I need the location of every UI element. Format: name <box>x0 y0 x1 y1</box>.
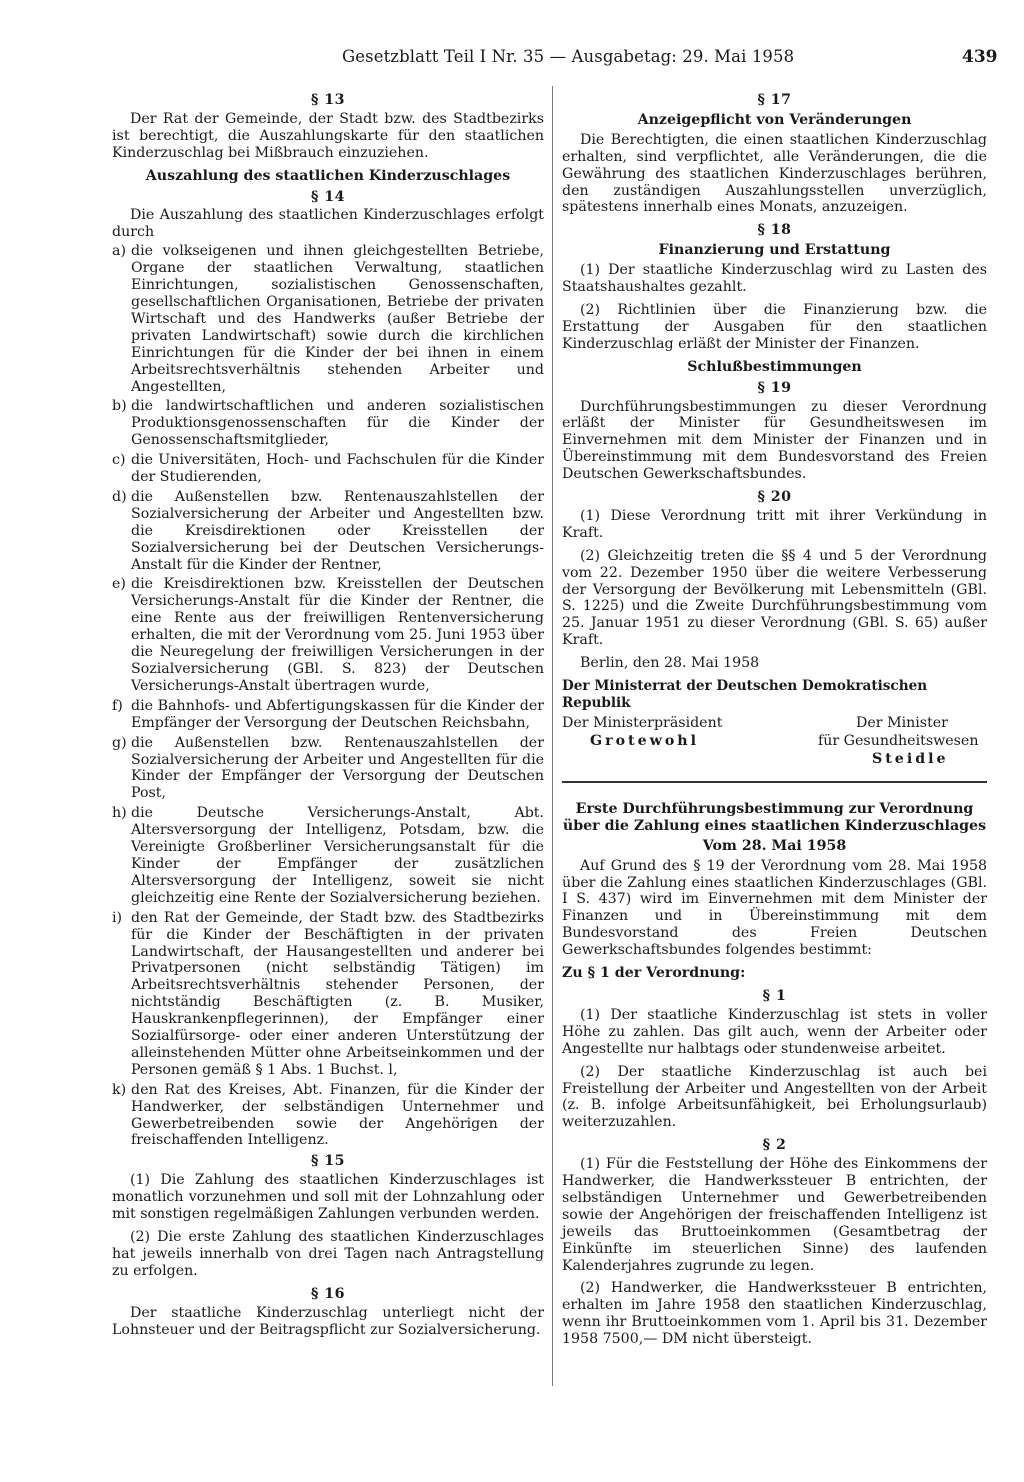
section-title: § 19 <box>757 379 792 396</box>
regulation-date: Vom 28. Mai 1958 <box>702 837 847 854</box>
section-title: § 14 <box>310 188 346 205</box>
list-item <box>112 489 544 574</box>
list-marker: a) <box>112 243 126 260</box>
list-item-text: die volkseigenen und ihnen gleichgestellten Betriebe, Organe der staatlichen Verwaltung, staatlichen Einrichtungen, sozialistischen Genossenschaften, gesellschaftlichen Organisationen, Betriebe der privaten Wirtschaft und des Handwerks (außer Betriebe der privaten Landwirtschaft) sowie durch die kirchlichen Einrichtungen für die Kinder der bei ihnen in einem Arbeitsrechtsverhältnis stehenden Arbeiter und Angestellten, <box>131 243 544 395</box>
list-marker: g) <box>112 734 127 751</box>
paragraph: (2) Die erste Zahlung des staatlichen Kinderzuschlages hat jeweils innerhalb von drei Tagen nach Antragstellung zu erfolgen. <box>112 1229 544 1279</box>
paragraph: (2) Gleichzeitig treten die §§ 4 und 5 der Verordnung vom 22. Dezember 1950 über die weitere Verbesserung der Versorgung der Bevölkerung mit Lebensmitteln (GBl. S. 1225) und die Zweite Durchführungsbestimmung vom 25. Januar 1951 zu dieser Verordnung (GBl. S. 65) außer Kraft. <box>562 547 987 649</box>
list-marker: e) <box>112 576 126 593</box>
signature-right-title: Der Minister <box>856 714 948 731</box>
list-item <box>112 735 544 803</box>
paragraph: Auf Grund des § 19 der Verordnung vom 28. Mai 1958 über die Zahlung eines staatlichen Kinderzuschlages (GBl. I S. 437) wird im Einvernehmen mit dem Minister der Finanzen und in Übereinstimmung mit dem Bundesvorstand des Freien Deutschen Gewerkschaftsbundes folgendes bestimmt: <box>562 857 987 959</box>
signature-right-name: Steidle <box>872 750 949 767</box>
section-title: § 1 <box>762 987 787 1004</box>
section-title: § 18 <box>757 222 792 239</box>
left-column <box>112 88 544 1344</box>
paragraph: (1) Diese Verordnung tritt mit ihrer Verkündung in Kraft. <box>562 507 987 541</box>
list-item <box>112 1082 544 1150</box>
list-item <box>112 805 544 906</box>
paragraph: Der Rat der Gemeinde, der Stadt bzw. des Stadtbezirks ist berechtigt, die Auszahlungskarte für den staatlichen Kinderzuschlag bei Mißbrauch einzuziehen. <box>112 110 544 161</box>
paragraph: (1) Für die Feststellung der Höhe des Einkommens der Handwerker, die Handwerkssteuer B entrichten, der selbständigen Unternehmer und Gewerbetreibenden sowie der Angehörigen der freischaffenden Intelligenz ist jeweils das Bruttoeinkommen (Gesamtbetrag der Einkünfte im steuerlichen Sinne) des laufenden Kalenderjahres zugrunde zu legen. <box>562 1156 987 1274</box>
section-title: § 15 <box>310 1153 346 1170</box>
list-item <box>112 452 544 486</box>
list-marker: i) <box>112 909 123 926</box>
place-date: Berlin, den 28. Mai 1958 <box>580 655 760 672</box>
section-title: § 17 <box>757 92 792 108</box>
list-item-text: die Deutsche Versicherungs-Anstalt, Abt. Altersversorgung der Intelligenz, Potsdam, bzw. die Vereinigte Großberliner Versicherungsanstalt für die Kinder der Empfänger der zusätzlichen Altersversorgung der Intelligenz, soweit sie nicht gleichzeitig eine Rente der Sozialversicherung beziehen. <box>131 805 544 906</box>
section-title: § 20 <box>757 489 792 506</box>
list-item-text: den Rat des Kreises, Abt. Finanzen, für die Kinder der Handwerker, der selbständigen Unternehmer und Gewerbetreibenden sowie der Angehörigen der freischaffenden Intelligenz. <box>131 1081 544 1149</box>
list-item <box>112 243 544 395</box>
list-marker: k) <box>112 1081 127 1098</box>
paragraph: (1) Der staatliche Kinderzuschlag wird zu Lasten des Staatshaushaltes gezahlt. <box>562 262 987 296</box>
section-title: § 16 <box>310 1285 346 1302</box>
signature-right-office: für Gesundheitswesen <box>818 732 979 749</box>
list-marker: b) <box>112 398 127 415</box>
page-number: 439 <box>962 47 998 67</box>
page-header <box>0 47 1024 73</box>
regulation-title: Erste Durchführungsbestimmung zur Verordnung über die Zahlung eines staatlichen Kinderzuschlages <box>562 800 987 834</box>
list-item <box>112 398 544 449</box>
section-title: § 13 <box>310 92 346 108</box>
section-title: § 2 <box>762 1137 787 1154</box>
column-divider <box>552 86 553 1386</box>
list-item <box>112 910 544 1079</box>
signature-titles <box>562 715 987 731</box>
payout-list <box>112 243 544 1149</box>
section-divider <box>562 781 987 783</box>
paragraph: (1) Der staatliche Kinderzuschlag ist stets in voller Höhe zu zahlen. Das gilt auch, wenn der Arbeiter oder Angestellte nur halbtags oder stundenweise arbeitet. <box>562 1006 987 1057</box>
paragraph: (2) Der staatliche Kinderzuschlag ist auch bei Freistellung der Arbeiter und Angestellten von der Arbeit (z. B. infolge Arbeitsunfähigkeit, bei Erholungsurlaub) weiterzuzahlen. <box>562 1063 987 1131</box>
signature-left-name: Grotewohl <box>590 732 700 749</box>
signature-left-title: Der Ministerpräsident <box>562 714 723 731</box>
paragraph: (1) Die Zahlung des staatlichen Kinderzuschlages ist monatlich vorzunehmen und soll mit der Lohnzahlung oder mit sonstigen regelmäßigen Zahlungen verbunden werden. <box>112 1172 544 1223</box>
paragraph: Die Berechtigten, die einen staatlichen Kinderzuschlag erhalten, sind verpflichtet, alle Veränderungen, die die Gewährung des staatlichen Kinderzuschlages berühren, den zuständigen Auszahlungsstellen unverzüglich, spätestens innerhalb eines Monats, anzuzeigen. <box>562 131 987 216</box>
list-marker: h) <box>112 805 127 822</box>
header-title: Gesetzblatt Teil I Nr. 35 — Ausgabetag: 29. Mai 1958 <box>342 47 795 66</box>
paragraph: (2) Richtlinien über die Finanzierung bzw. die Erstattung der Ausgaben für den staatlichen Kinderzuschlag erläßt der Minister der Finanzen. <box>562 301 987 352</box>
list-item <box>112 576 544 694</box>
paragraph: Der staatliche Kinderzuschlag unterliegt nicht der Lohnsteuer und der Beitragspflicht zur Sozialversicherung. <box>112 1304 544 1338</box>
paragraph: Durchführungsbestimmungen zu dieser Verordnung erläßt der Minister für Gesundheitswesen im Einvernehmen mit dem Minister der Finanzen und in Übereinstimmung mit dem Bundesvorstand des Freien Deutschen Gewerkschaftsbundes. <box>562 398 987 483</box>
list-item <box>112 698 544 732</box>
paragraph: Die Auszahlung des staatlichen Kinderzuschlages erfolgt durch <box>112 207 544 241</box>
section-heading: Finanzierung und Erstattung <box>658 242 891 259</box>
list-item-text: die Kreisdirektionen bzw. Kreisstellen der Deutschen Versicherungs-Anstalt für die Kinder der Rentner, die eine Rente aus der freiwilligen Rentenversicherung erhalten, die mit der Verordnung vom 25. Juni 1953 über die Neuregelung der freiwilligen Versicherungen in der Sozialversicherung (GBl. S. 823) der Deutschen Versicherungs-Anstalt übertragen wurde, <box>131 576 544 694</box>
list-item-text: die Bahnhofs- und Abfertigungskassen für die Kinder der Empfänger der Versorgung der Deutschen Reichsbahn, <box>131 697 544 731</box>
signature-line-3 <box>562 751 987 767</box>
section-heading: Auszahlung des staatlichen Kinderzuschlages <box>145 167 511 184</box>
list-marker: f) <box>112 697 123 714</box>
council-heading: Der Ministerrat der Deutschen Demokratischen Republik <box>562 678 928 711</box>
list-item-text: die Außenstellen bzw. Rentenauszahlstellen der Sozialversicherung der Arbeiter und Angestellten für die Kinder der Empfänger der Versorgung der Deutschen Post, <box>131 734 544 802</box>
list-marker: c) <box>112 452 126 469</box>
list-marker: d) <box>112 488 127 505</box>
list-item-text: die Außenstellen bzw. Rentenauszahlstellen der Sozialversicherung der Arbeiter und Angestellten bzw. die Kreisdirektionen oder Kreisstellen der Sozialversicherung bei der Deutschen Versicherungs-Anstalt für die Kinder der Rentner, <box>131 488 544 573</box>
list-item-text: die landwirtschaftlichen und anderen sozialistischen Produktionsgenossenschaften für die Kinder der Genossenschaftsmitglieder, <box>131 398 544 449</box>
signature-line-2 <box>562 733 987 749</box>
right-column <box>562 88 987 1354</box>
section-heading: Anzeigepflicht von Veränderungen <box>637 111 912 128</box>
list-item-text: die Universitäten, Hoch- und Fachschulen für die Kinder der Studierenden, <box>131 452 544 486</box>
paragraph: (2) Handwerker, die Handwerkssteuer B entrichten, erhalten im Jahre 1958 den staatlichen Kinderzuschlag, wenn ihr Bruttoeinkommen vom 1. April bis 31. Dezember 1958 7500,— DM nicht übersteigt. <box>562 1280 987 1348</box>
section-heading: Schlußbestimmungen <box>687 358 862 375</box>
list-item-text: den Rat der Gemeinde, der Stadt bzw. des Stadtbezirks für die Kinder der Beschäftigten in der privaten Landwirtschaft, der Hausangestellten und anderer bei Privatpersonen (nicht selbständig Tätigen) im Arbeitsrechtsverhältnis stehender Personen, der nichtständig Beschäftigten (z. B. Musiker, Hauskrankenpflegerinnen), der Empfänger einer Sozialfürsorge- oder einer anderen Unterstützung der alleinstehenden Mütter ohne Arbeitseinkommen und der Personen gemäß § 1 Abs. 1 Buchst. l, <box>131 909 544 1078</box>
subheading: Zu § 1 der Verordnung: <box>562 965 746 982</box>
